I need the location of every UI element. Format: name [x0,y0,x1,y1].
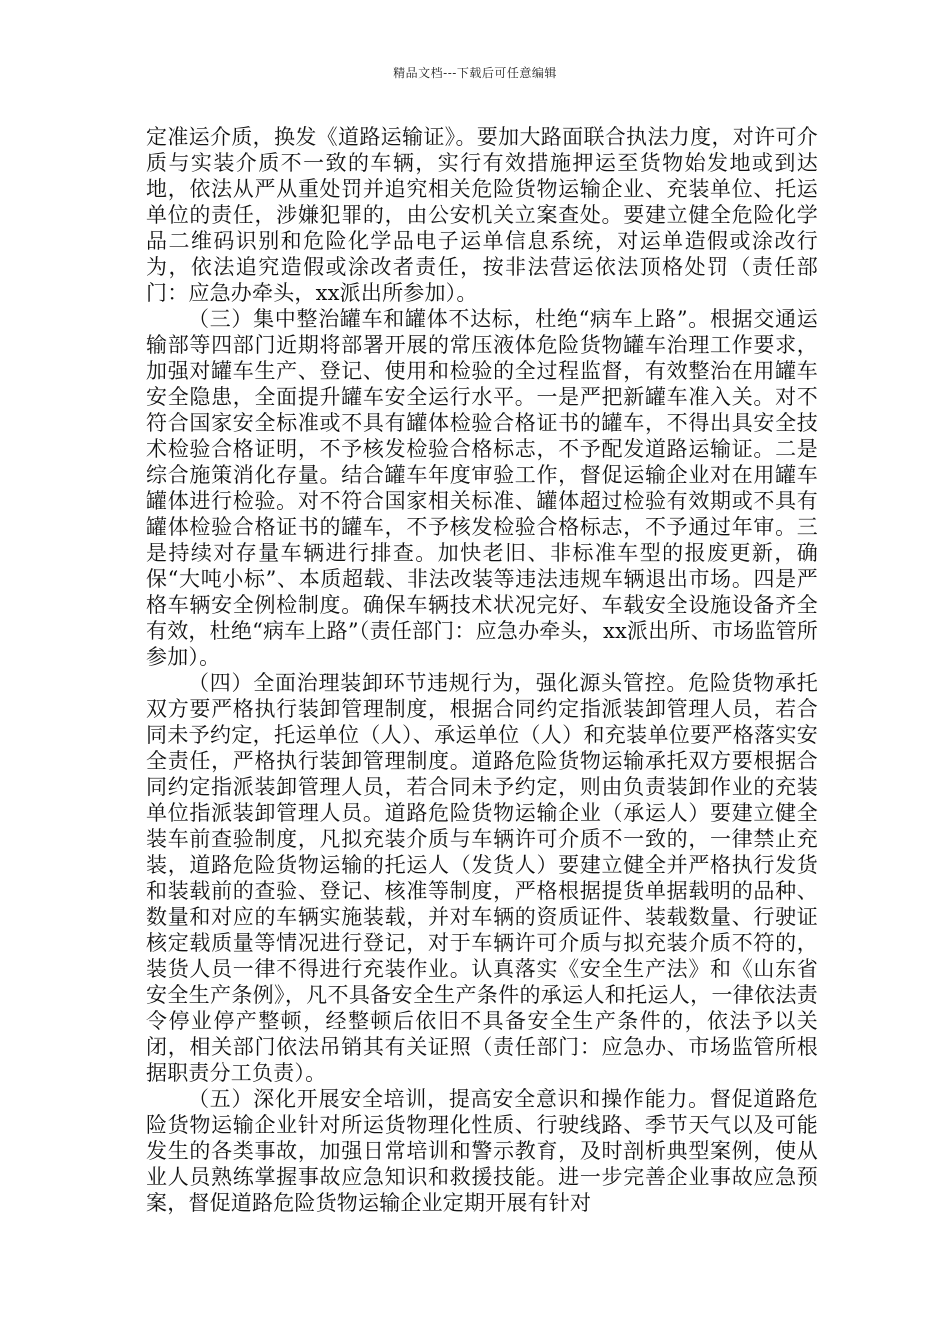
paragraph-section-4: （四）全面治理装卸环节违规行为，强化源头管控。危险货物承托双方要严格执行装卸管理制度，根据合同约定指派装卸管理人员，若合同未予约定，托运单位（人）、承运单位（人）和充装单位要严格落实安全责任，严格执行装卸管理制度。道路危险货物运输承托双方要根据合同约定指派装卸管理人员，若合同未予约定，则由负责装卸作业的充装单位指派装卸管理人员。道路危险货物运输企业（承运人）要建立健全装车前查验制度，凡拟充装介质与车辆许可介质不一致的，一律禁止充装，道路危险货物运输的托运人（发货人）要建立健全并严格执行发货和装载前的查验、登记、核准等制度，严格根据提货单据载明的品种、数量和对应的车辆实施装载，并对车辆的资质证件、装载数量、行驶证核定载质量等情况进行登记，对于车辆许可介质与拟充装介质不符的，装货人员一律不得进行充装作业。认真落实《安全生产法》和《山东省安全生产条例》，凡不具备安全生产条件的承运人和托运人，一律依法责令停业停产整顿，经整顿后依旧不具备安全生产条件的，依法予以关闭，相关部门依法吊销其有关证照（责任部门：应急办、市场监管所根据职责分工负责）。 [146,671,818,1085]
paragraph-section-3: （三）集中整治罐车和罐体不达标，杜绝“病车上路”。根据交通运输部等四部门近期将部署开展的常压液体危险货物罐车治理工作要求，加强对罐车生产、登记、使用和检验的全过程监督，有效整治在用罐车安全隐患，全面提升罐车安全运行水平。一是严把新罐车准入关。对不符合国家安全标准或不具有罐体检验合格证书的罐车，不得出具安全技术检验合格证明，不予核发检验合格标志，不予配发道路运输证。二是综合施策消化存量。结合罐车年度审验工作，督促运输企业对在用罐车罐体进行检验。对不符合国家相关标准、罐体超过检验有效期或不具有罐体检验合格证书的罐车，不予核发检验合格标志，不予通过年审。三是持续对存量车辆进行排查。加快老旧、非标准车型的报废更新，确保“大吨小标”、本质超载、非法改装等违法违规车辆退出市场。四是严格车辆安全例检制度。确保车辆技术状况完好、车载安全设施设备齐全有效，杜绝“病车上路”（责任部门：应急办牵头，xx派出所、市场监管所参加）。 [146,307,818,669]
paragraph-section-5: （五）深化开展安全培训，提高安全意识和操作能力。督促道路危险货物运输企业针对所运货物理化性质、行驶线路、季节天气以及可能发生的各类事故，加强日常培训和警示教育，及时剖析典型案例，使从业人员熟练掌握事故应急知识和救援技能。进一步完善企业事故应急预案，督促道路危险货物运输企业定期开展有针对 [146,1087,818,1215]
page-header: 精品文档---下载后可任意编辑 [393,66,557,80]
document-body [146,124,818,1216]
paragraph-continuation: 定准运介质，换发《道路运输证》。要加大路面联合执法力度，对许可介质与实装介质不一致的车辆，实行有效措施押运至货物始发地或到达地，依法从严从重处罚并追究相关危险货物运输企业、充装单位、托运单位的责任，涉嫌犯罪的，由公安机关立案查处。要建立健全危险化学品二维码识别和危险化学品电子运单信息系统，对运单造假或涂改行为，依法追究造假或涂改者责任，按非法营运依法顶格处罚（责任部门：应急办牵头，xx派出所参加）。 [146,125,818,305]
